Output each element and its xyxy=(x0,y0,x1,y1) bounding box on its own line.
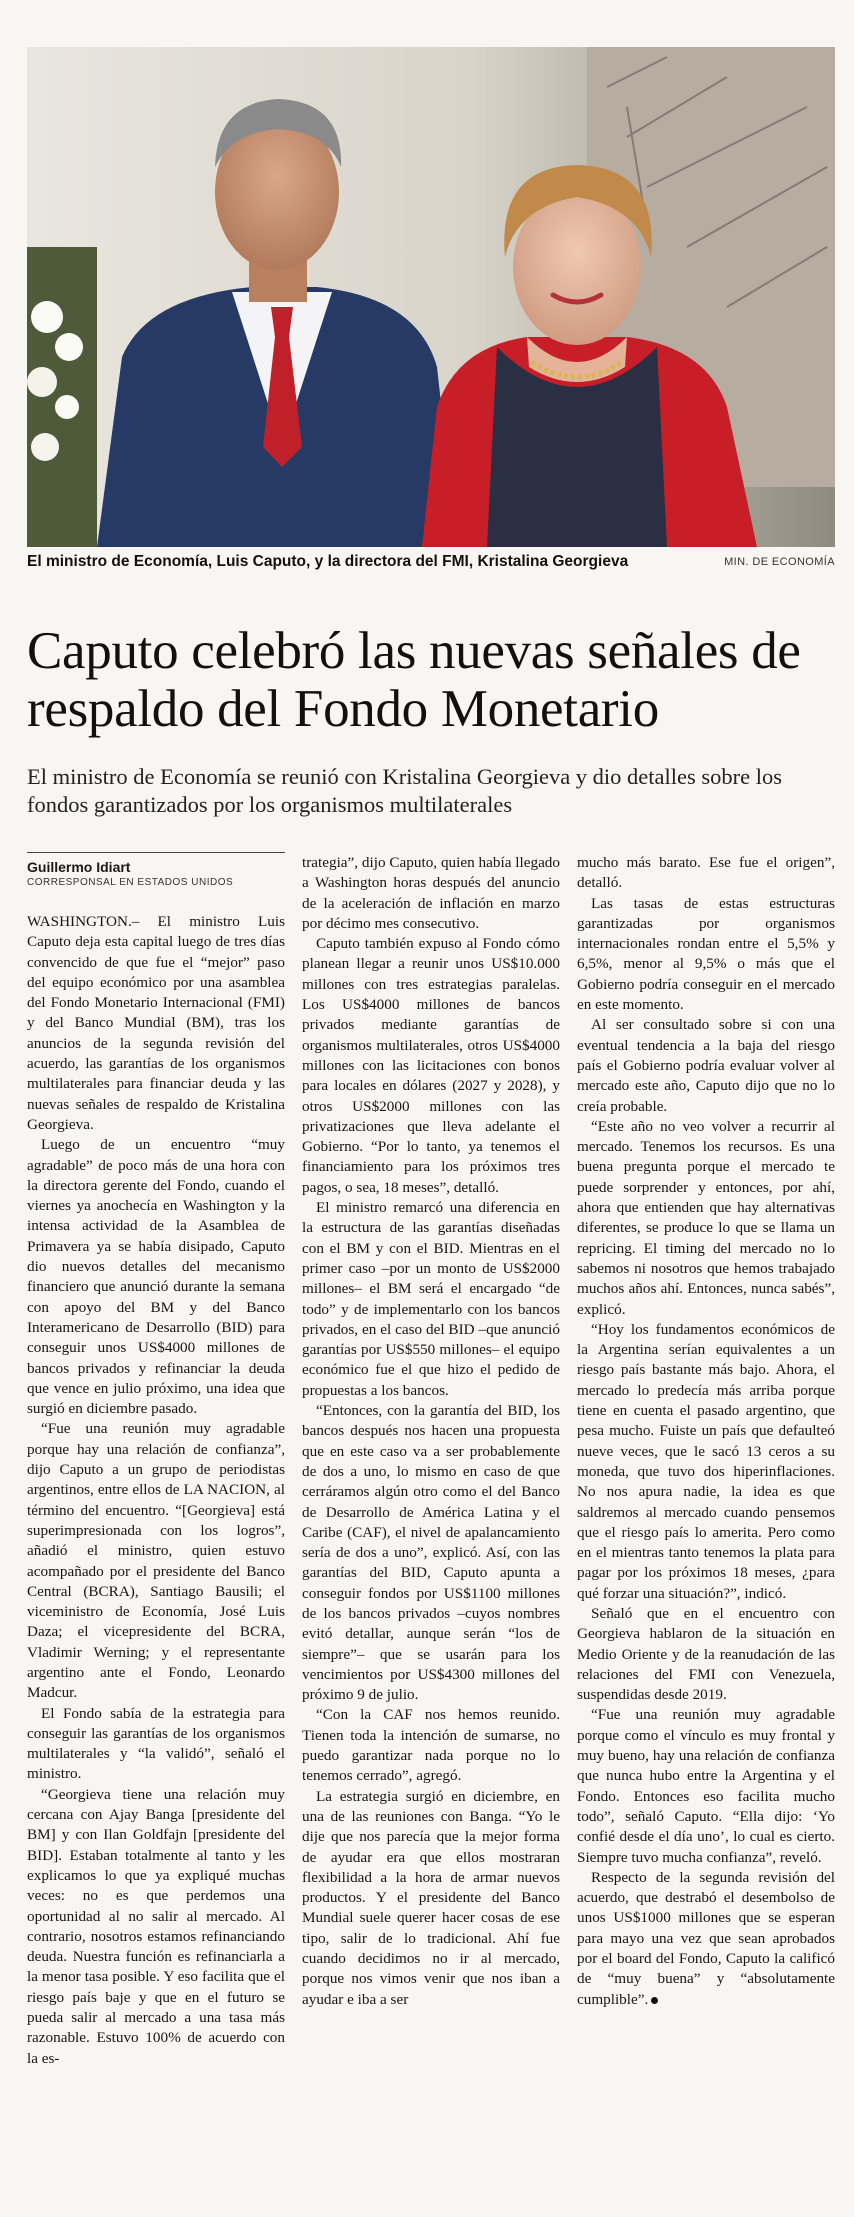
paragraph: WASHINGTON.– El ministro Luis Caputo deja esta capital luego de tres días convencido de que fue el “mejor” paso del equipo económico por una asamblea del Fondo Monetario Internacional (FMI) y del Banco Mundial (BM), tras los anuncios de la segunda revisión del acuerdo, las garantías de los organismos multilaterales para financiar deuda y las nuevas señales de respaldo de Kristalina Georgieva. xyxy=(27,913,285,1133)
paragraph: El Fondo sabía de la estrategia para conseguir las garantías de los organismos multilaterales y “la validó”, señaló el ministro. xyxy=(27,1704,285,1783)
paragraph: Al ser consultado sobre si con una eventual tendencia a la baja del riesgo país el Gobierno podría evaluar volver al mercado este año, Caputo dijo que no lo creía probable. xyxy=(577,1016,835,1115)
paragraph: Respecto de la segunda revisión del acuerdo, que destrabó el desembolso de unos US$1000 millones que se esperan para mayo una vez que sean aprobados por el board del Fondo, Caputo la calificó de “muy buena” y “absolutamente cumplible”. xyxy=(577,1868,835,2008)
article-photo xyxy=(27,47,835,547)
paragraph: Caputo también expuso al Fondo cómo planean llegar a reunir unos US$10.000 millones con tres estrategias paralelas. Los US$4000 millones de bancos privados mediante garantías de organismos multilaterales, otros US$4000 millones con las licitaciones con bonos para locales en dólares (2027 y 2028), y otros US$2000 millones con las privatizaciones que lleva adelante el Gobierno. “Por lo tanto, ya tenemos el financiamiento para los próximos tres pagos, o sea, 18 meses”, detalló. xyxy=(302,935,560,1196)
paragraph: Luego de un encuentro “muy agradable” de poco más de una hora con la directora gerente del Fondo, cuando el viernes ya anochecía en Washington y la intensa actividad de la Asamblea de Primavera ya se había disipado, Caputo dio nuevos detalles del mecanismo financiero que anunció durante la semana con apoyo del BM y del Banco Interamericano de Desarrollo (BID) para conseguir unos US$4000 millones de bancos privados y refinanciar la deuda que vence en julio próximo, una idea que surgió en diciembre pasado. xyxy=(27,1136,285,1418)
paragraph: La estrategia surgió en diciembre, en una de las reuniones con Banga. “Yo le dije que nos parecía que la mejor forma de ayudar era que ellos mostraran flexibilidad a la hora de armar nuevos productos. Y el presidente del Banco Mundial suele querer hacer cosas de ese tipo, salir de lo tradicional. Ahí fue cuando decidimos no ir al mercado, porque nos vimos venir que nos iban a ayudar e iba a ser xyxy=(302,1787,560,2008)
paragraph: “Hoy los fundamentos económicos de la Argentina serían equivalentes a un riesgo país bastante más bajo. Ahora, el mercado lo predecía más arriba porque tiene en cuenta el pasado argentino, que pesa mucho. Fuiste un país que defaulteó nueve veces, que le sacó 13 ceros a su moneda, que tuvo dos hiperinflaciones. No nos apura nadie, la idea es que saldremos al mercado cuando pensemos que el riesgo país lo amerita. Pero como en el mientras tanto tenemos la plata para pagar por los próximos 18 meses, ¿para qué forzar una situación?”, indicó. xyxy=(577,1320,835,1602)
paragraph: “Con la CAF nos hemos reunido. Tienen toda la intención de sumarse, no puedo garantizar nada porque no lo tenemos cerrado”, agregó. xyxy=(302,1706,560,1785)
paragraph: “Este año no veo volver a recurrir al mercado. Tenemos los recursos. Es una buena pregunta porque el mercado te puede sorprender y entonces, por ahí, ahora que entienden que hay alternativas diferentes, se produce lo que se llama un repricing. El timing del mercado no lo sabemos ni nosotros que hemos trabajado muchos años ahí. Entonces, nunca sabés”, explicó. xyxy=(577,1117,835,1318)
paragraph: trategia”, dijo Caputo, quien había llegado a Washington horas después del anuncio de la aceleración de inflación en marzo por décimo mes consecutivo. xyxy=(302,854,560,932)
paragraph: mucho más barato. Ese fue el origen”, detalló. xyxy=(577,854,835,892)
photo-caption-row xyxy=(27,553,835,577)
article-column-3 xyxy=(577,853,835,2010)
photo-caption: El ministro de Economía, Luis Caputo, y la directora del FMI, Kristalina Georgieva xyxy=(27,553,629,570)
byline-role: CORRESPONSAL EN ESTADOS UNIDOS xyxy=(27,877,234,888)
paragraph: El ministro remarcó una diferencia en la estructura de las garantías diseñadas con el BM y con el BID. Mientras en el primer caso –por un monto de US$2000 millones– el BM será el encargado “de todo” y de implementarlo con los bancos privados, en el caso del BID –que anunció garantías por US$550 millones– el equipo económico fue el que hizo el pedido de propuestas a los bancos. xyxy=(302,1199,560,1399)
article-column-2 xyxy=(302,853,560,2010)
deck-subheadline: El ministro de Economía se reunió con Kristalina Georgieva y dio detalles sobre los fondos garantizados por los organismos multilaterales xyxy=(27,764,783,817)
end-of-article-mark xyxy=(651,1997,658,2004)
paragraph: Señaló que en el encuentro con Georgieva hablaron de la situación en Medio Oriente y de la reanudación de las relaciones del FMI con Venezuela, suspendidas desde 2019. xyxy=(577,1604,835,1704)
photo-credit: MIN. DE ECONOMÍA xyxy=(724,556,835,568)
byline-rule xyxy=(27,852,285,853)
orchid-flowers xyxy=(27,247,97,547)
paragraph: “Fue una reunión muy agradable porque como el vínculo es muy frontal y muy bueno, hay una relación de confianza que nunca hubo entre la Argentina y el Fondo. Entonces eso facilita mucho todo”, señaló Caputo. “Ella dijo: ‘Yo confié desde el día uno’, lo cual es cierto. Siempre tuvo mucha confianza”, reveló. xyxy=(577,1706,835,1866)
photo-illustration xyxy=(27,47,835,547)
paragraph: “Georgieva tiene una relación muy cercana con Ajay Banga [presidente del BM] y con Ilan Goldfajn [presidente del BID]. Estaban totalmente al tanto y les explicamos lo que ya expliqué muchas veces: no es que perdemos una oportunidad al no salir al mercado. Al contrario, nosotros estamos refinanciando deuda. Nuestra función es refinanciarla a la menor tasa posible. Y eso facilita que el riesgo país baje y que en el futuro se pueda salir al mercado a una tasa más razonable. Estuvo 100% de acuerdo con la es- xyxy=(27,1785,285,2067)
paragraph: “Fue una reunión muy agradable porque hay una relación de confianza”, dijo Caputo a un grupo de periodistas argentinos, entre ellos de LA NACION, al término del encuentro. “[Georgieva] está superimpresionada con los logros”, añadió el ministro, quien estuvo acompañado por el presidente del Banco Central (BCRA), Santiago Bausili; el viceministro de Economía, José Luis Daza; el vicepresidente del BCRA, Vladimir Werning; y el representante argentino ante el Fondo, Leonardo Madcur. xyxy=(27,1420,285,1702)
byline-author: Guillermo Idiart xyxy=(27,859,131,875)
paragraph: “Entonces, con la garantía del BID, los bancos después nos hacen una propuesta que en este caso va a ser probablemente de dos a uno, lo mismo en caso de que cerráramos algún otro como el del Banco de Desarrollo de América Latina y el Caribe (CAF), el nivel de apalancamiento sería de dos a uno”, explicó. Así, con las garantías del BID, Caputo apunta a conseguir fondos por US$1100 millones de los bancos privados –cuyos nombres evitó detallar, aunque serán “los de siempre”– que se usarán para los vencimientos por US$4300 millones del próximo 9 de julio. xyxy=(302,1402,560,1704)
byline xyxy=(27,852,285,890)
paragraph: Las tasas de estas estructuras garantizadas por organismos internacionales rondan entre el 5,5% y 6,5%, menor al 9,5% o más que el Gobierno podría conseguir en el mercado en este momento. xyxy=(577,894,835,1014)
headline: Caputo celebró las nuevas señales de respaldo del Fondo Monetario xyxy=(27,622,801,738)
article-column-1 xyxy=(27,912,285,2069)
